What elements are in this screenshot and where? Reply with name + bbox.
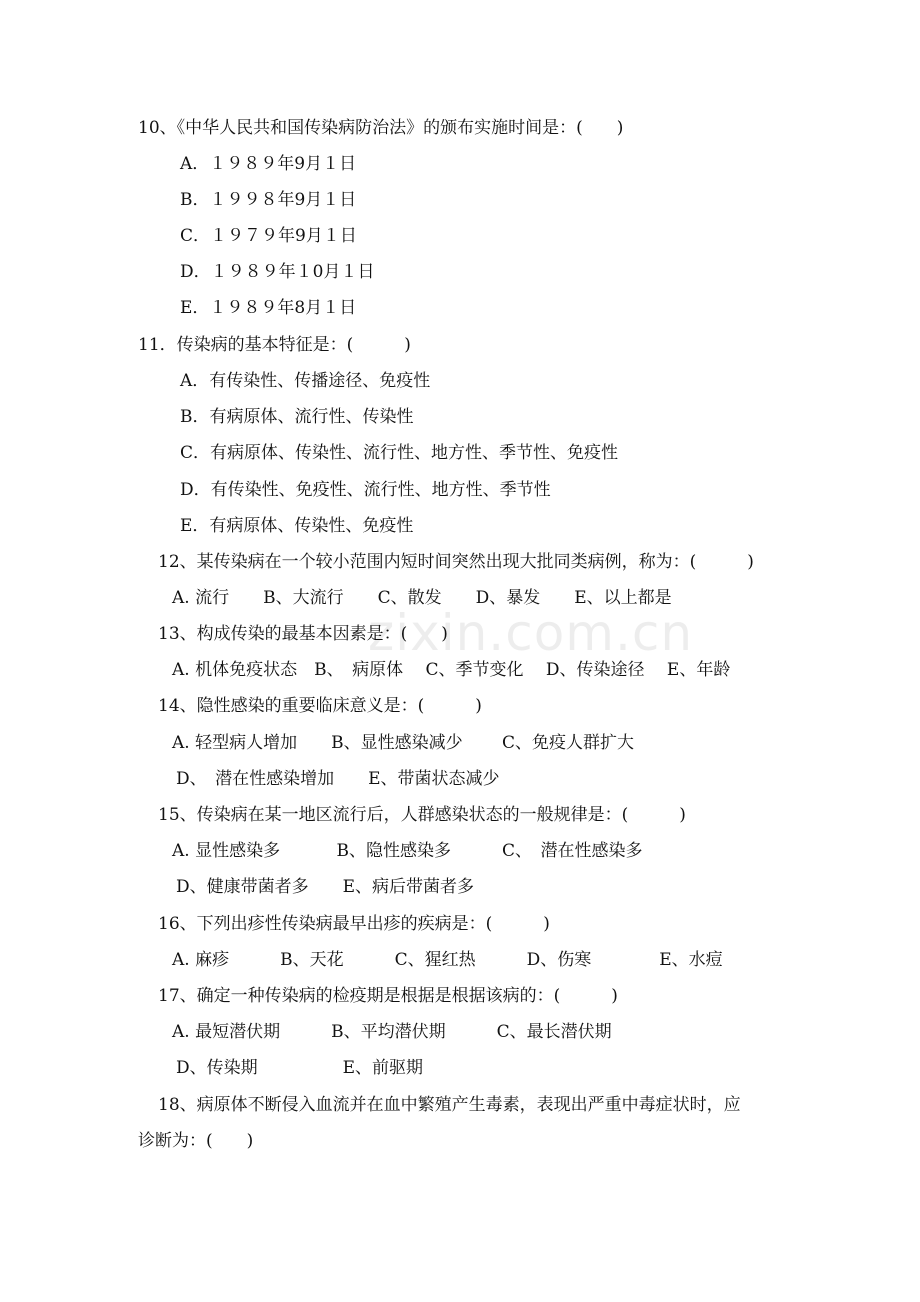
q15-options-row1: A. 显性感染多 B、隐性感染多 C、 潜在性感染多 xyxy=(172,841,643,861)
question-17: 17、确定一种传染病的检疫期是根据是根据该病的：( ) xyxy=(158,986,618,1006)
q11-option-a: A．有传染性、传播途径、免疫性 xyxy=(180,371,431,391)
q10-option-b: B．１９９８年9月１日 xyxy=(180,190,357,210)
q10-option-c: C．１９７９年9月１日 xyxy=(180,226,357,246)
q10-option-a: A．１９８９年9月１日 xyxy=(180,154,357,174)
watermark: zixin.com.cn xyxy=(368,604,694,662)
question-16: 16、下列出疹性传染病最早出疹的疾病是：( ) xyxy=(158,914,550,934)
q14-options-row2: D、 潜在性感染增加 E、带菌状态减少 xyxy=(176,769,500,789)
q11-option-e: E．有病原体、传染性、免疫性 xyxy=(180,516,414,536)
q15-options-row2: D、健康带菌者多 E、病后带菌者多 xyxy=(176,877,475,897)
q11-option-d: D．有传染性、免疫性、流行性、地方性、季节性 xyxy=(180,480,551,500)
q10-option-d: D．１９８９年１0月１日 xyxy=(180,262,375,282)
q17-options-row2: D、传染期 E、前驱期 xyxy=(176,1058,424,1078)
q16-options: A. 麻疹 B、天花 C、猩红热 D、伤寒 E、水痘 xyxy=(172,950,723,970)
q11-option-b: B．有病原体、流行性、传染性 xyxy=(180,407,414,427)
question-18: 18、病原体不断侵入血流并在血中繁殖产生毒素，表现出严重中毒症状时，应 xyxy=(158,1095,741,1115)
q12-options: A. 流行 B、大流行 C、散发 D、暴发 E、以上都是 xyxy=(172,588,672,608)
question-13: 13、构成传染的最基本因素是：( ) xyxy=(158,624,448,644)
q10-option-e: E．１９８９年8月１日 xyxy=(180,298,357,318)
q13-options: A. 机体免疫状态 B、 病原体 C、季节变化 D、传染途径 E、年龄 xyxy=(172,660,731,680)
question-18-continued: 诊断为：( ) xyxy=(138,1131,254,1151)
question-15: 15、传染病在某一地区流行后，人群感染状态的一般规律是：( ) xyxy=(158,805,686,825)
q11-option-c: C．有病原体、传染性、流行性、地方性、季节性、免疫性 xyxy=(180,443,619,463)
question-11: 11．传染病的基本特征是：( ) xyxy=(138,335,411,355)
question-10: 10、《中华人民共和国传染病防治法》的颁布实施时间是：( ) xyxy=(138,118,624,138)
question-14: 14、隐性感染的重要临床意义是：( ) xyxy=(158,696,482,716)
question-12: 12、某传染病在一个较小范围内短时间突然出现大批同类病例，称为：( ) xyxy=(158,552,754,572)
q17-options-row1: A. 最短潜伏期 B、平均潜伏期 C、最长潜伏期 xyxy=(172,1022,612,1042)
q14-options-row1: A. 轻型病人增加 B、显性感染减少 C、免疫人群扩大 xyxy=(172,733,634,753)
